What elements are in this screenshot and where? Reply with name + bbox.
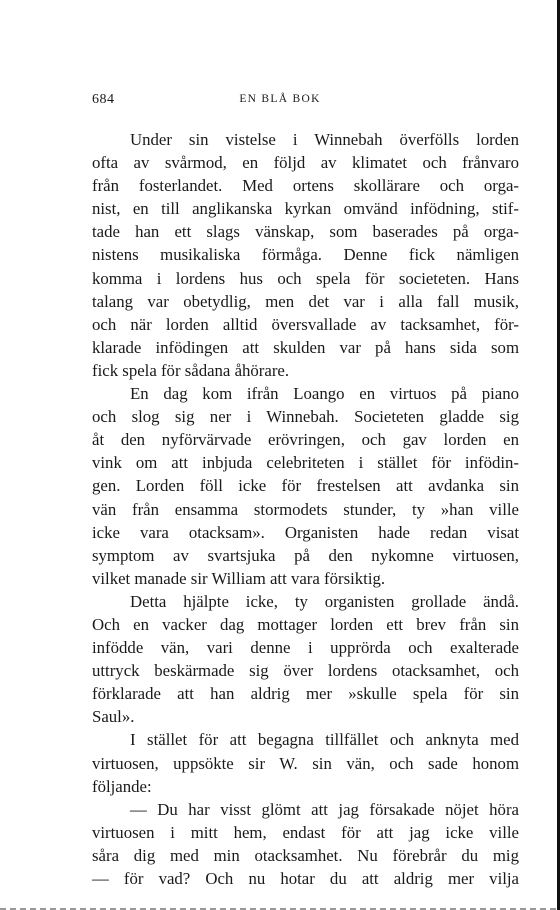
text-line: vilket manade sir William att vara försiktig. — [92, 568, 386, 588]
text-line: nistens musikaliska förmåga. Denne fick nämligen — [92, 245, 519, 265]
text-line: fick spela för sådana åhörare. — [92, 360, 290, 380]
text-line: såra dig med min otacksamhet. Nu förebrår du mig — [92, 845, 519, 865]
text-line: virtuosen i mitt hem, endast för att jag icke ville — [92, 822, 519, 842]
text-line: Under sin vistelse i Winnebah överfölls lorden — [130, 130, 519, 149]
text-line: infödde vän, vari denne i upprörda och exalterade — [92, 638, 519, 658]
body-text — [92, 128, 519, 890]
text-line: I stället för att begagna tillfället och anknyta med — [130, 730, 519, 750]
text-line: ofta av svårmod, en följd av klimatet och frånvaro — [92, 153, 519, 173]
text-line: vink om att inbjuda celebriteten i stället för infödin- — [92, 453, 519, 473]
text-line: åt den nyförvärvade erövringen, och gav lorden en — [92, 430, 519, 450]
text-line: uttryck beskärmade sig över lordens otacksamhet, och — [92, 661, 519, 681]
text-line: och slog sig ner i Winnebah. Societeten gladde sig — [92, 407, 519, 427]
text-line: Saul». — [92, 707, 135, 727]
text-line: icke vara otacksam». Organisten hade redan visat — [92, 522, 519, 542]
text-line: symptom av svartsjuka på den nykomne virtuosen, — [92, 545, 519, 565]
text-line: — för vad? Och nu hotar du att aldrig mer vilja — [92, 869, 519, 888]
text-line: klarade infödingen att skulden var på hans sida som — [92, 337, 519, 357]
text-line: Och en vacker dag mottager lorden ett brev från sin — [92, 614, 519, 634]
text-line: gen. Lorden föll icke för frestelsen att avdanka sin — [92, 476, 519, 496]
text-line: — Du har visst glömt att jag försakade nöjet höra — [130, 799, 519, 819]
text-line: följande: — [92, 776, 152, 796]
text-line: förklarade att han aldrig mer »skulle spela för sin — [92, 684, 519, 704]
page-number: 684 — [92, 92, 115, 107]
text-line: komma i lordens hus och spela för societeten. Hans — [92, 268, 519, 288]
text-line: från fosterlandet. Med ortens skollärare och orga- — [92, 176, 519, 196]
text-line: nist, en till anglikanska kyrkan omvänd infödning, stif- — [92, 199, 519, 219]
text-line: och när lorden alltid översvallade av tacksamhet, för- — [92, 314, 519, 334]
running-title: EN BLÅ BOK — [239, 93, 321, 105]
text-line: En dag kom ifrån Loango en virtuos på piano — [130, 384, 519, 404]
text-line: tade han ett slags vänskap, som baserades på orga- — [92, 222, 519, 242]
text-line: Detta hjälpte icke, ty organisten grollade ändå. — [130, 591, 519, 611]
text-line: talang var obetydlig, men det var i alla fall musik, — [92, 291, 519, 311]
text-line: virtuosen, uppsökte sir W. sin vän, och sade honom — [92, 753, 519, 773]
text-line: vän från ensamma stormodets stunder, ty »han ville — [92, 499, 519, 519]
